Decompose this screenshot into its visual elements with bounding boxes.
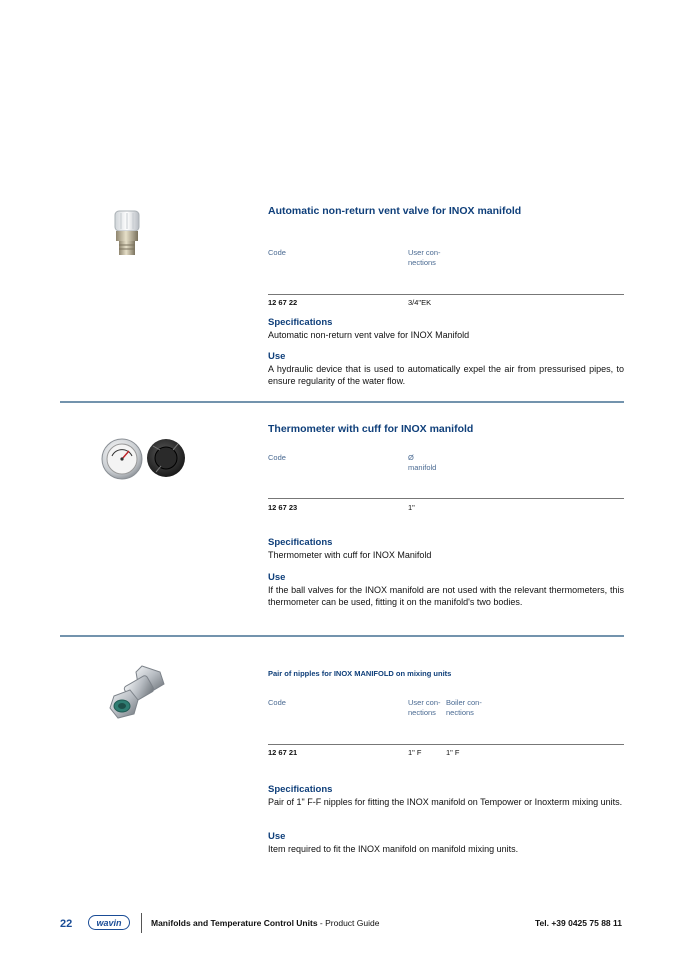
boiler-connections-value: 1" F xyxy=(446,748,460,757)
use-text: A hydraulic device that is used to automatically expel the air from pressurised pipes, to ensure regularity of the water flow. xyxy=(268,364,624,386)
product-title: Pair of nipples for INOX MANIFOLD on mixing units xyxy=(268,669,452,678)
column-header-code: Code xyxy=(268,248,286,257)
specifications-heading: Specifications xyxy=(268,537,333,548)
column-header-user-connections: User con- nections xyxy=(408,698,441,717)
manifold-diameter-value: 1" xyxy=(408,503,415,512)
section-divider xyxy=(60,635,624,637)
use-heading: Use xyxy=(268,572,286,583)
wavin-logo xyxy=(88,915,130,930)
vent-valve-image xyxy=(106,205,148,261)
phone-number: Tel. +39 0425 75 88 11 xyxy=(534,918,622,928)
user-connections-value: 3/4"EK xyxy=(408,298,432,307)
section-divider xyxy=(60,401,624,403)
use-text: If the ball valves for the INOX manifold are not used with the relevant thermometers, this thermometer can be used, fitting it on the manifold's two bodies. xyxy=(268,585,624,607)
column-header-boiler-connections: Boiler con- nections xyxy=(446,698,482,717)
guide-title: Manifolds and Temperature Control Units xyxy=(151,918,318,928)
column-header-code: Code xyxy=(268,698,286,707)
table-rule xyxy=(268,498,624,499)
use-heading: Use xyxy=(268,831,286,842)
nipple-pair-image xyxy=(108,664,174,722)
use-heading: Use xyxy=(268,351,286,362)
specifications-heading: Specifications xyxy=(268,784,333,795)
column-header-manifold-diameter: Ø manifold xyxy=(408,453,437,472)
guide-suffix: - Product Guide xyxy=(319,918,380,928)
specifications-heading: Specifications xyxy=(268,317,333,328)
product-title: Automatic non-return vent valve for INOX manifold xyxy=(268,205,522,217)
guide-title-line xyxy=(151,918,379,928)
column-header-user-connections: User con- nections xyxy=(408,248,441,267)
product-title: Thermometer with cuff for INOX manifold xyxy=(268,423,474,435)
table-rule xyxy=(268,294,624,295)
product-code: 12 67 22 xyxy=(268,298,298,307)
specifications-text: Pair of 1" F-F nipples for fitting the INOX manifold on Tempower or Inoxterm mixing units. xyxy=(268,797,623,807)
use-text: Item required to fit the INOX manifold on manifold mixing units. xyxy=(268,844,519,854)
specifications-text: Thermometer with cuff for INOX Manifold xyxy=(268,550,432,560)
column-header-code: Code xyxy=(268,453,286,462)
page-number: 22 xyxy=(60,918,73,930)
user-connections-value: 1" F xyxy=(408,748,422,757)
product-code: 12 67 23 xyxy=(268,503,298,512)
specifications-text: Automatic non-return vent valve for INOX Manifold xyxy=(268,330,470,340)
thermometer-image xyxy=(98,436,190,482)
product-code: 12 67 21 xyxy=(268,748,298,757)
svg-text:wavin: wavin xyxy=(96,918,122,928)
table-rule xyxy=(268,744,624,745)
footer-separator xyxy=(141,913,142,933)
